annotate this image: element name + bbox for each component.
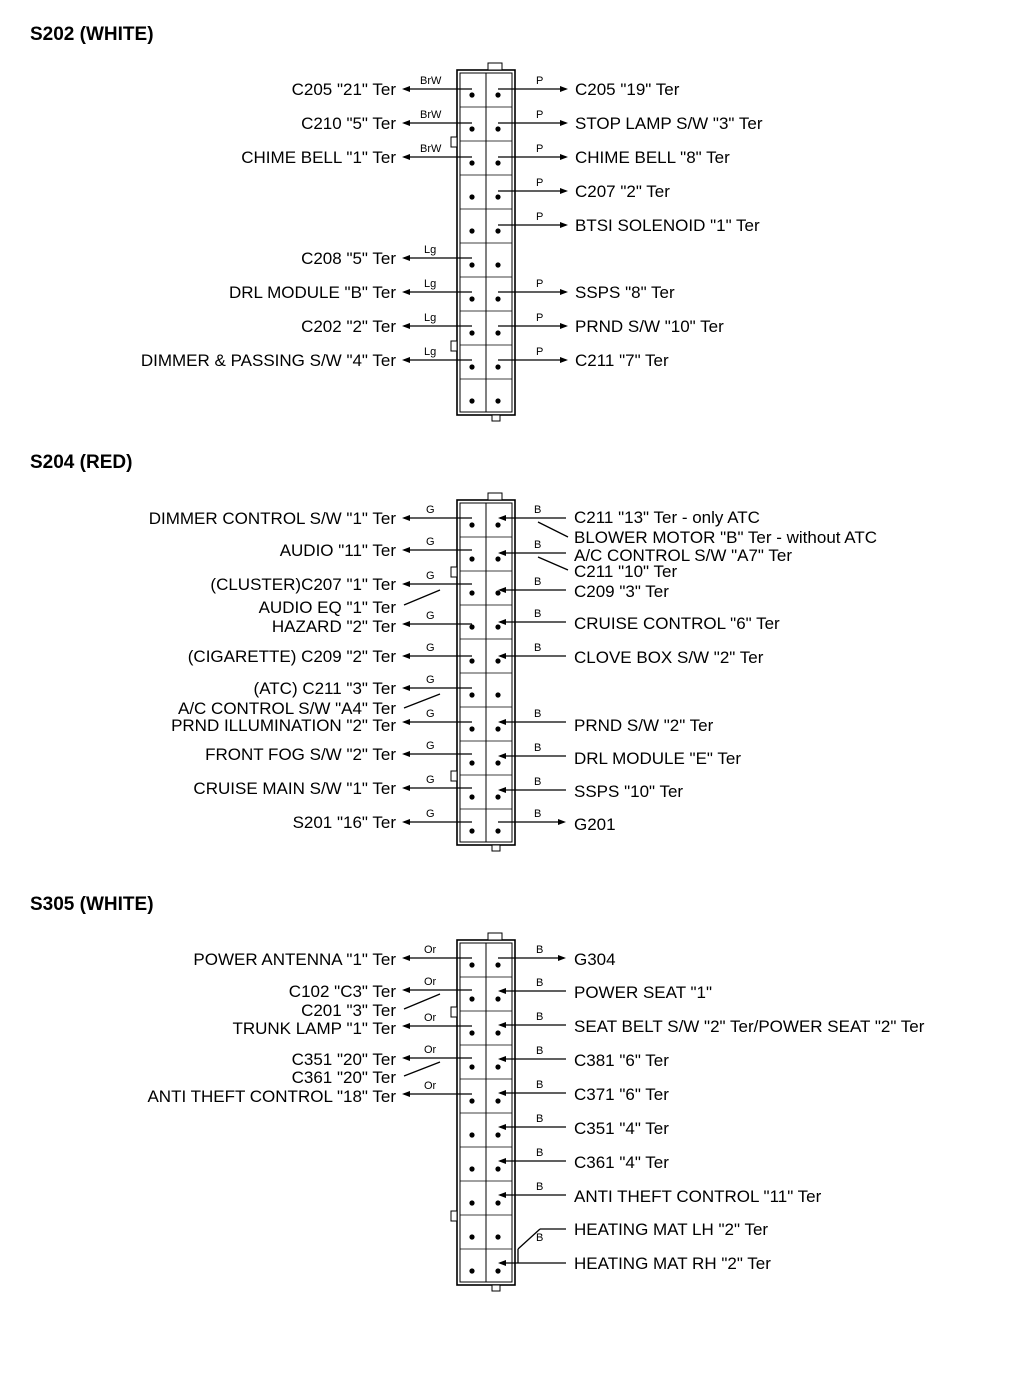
right-wire: [498, 642, 764, 667]
wire-color-code: Or: [424, 976, 437, 988]
wire-color-code: P: [536, 109, 544, 121]
wire-color-code: B: [536, 1113, 544, 1125]
wire-destination-label: G304: [574, 950, 616, 969]
connector-block: [451, 493, 515, 851]
right-wire: [498, 312, 724, 336]
right-wire: [498, 1147, 669, 1172]
wire-color-code: P: [536, 278, 544, 290]
wire-destination-label: C211 "7" Ter: [575, 351, 669, 370]
wire-destination-label: AUDIO EQ "1" Ter: [258, 598, 396, 617]
wire-destination-label: C202 "2" Ter: [301, 317, 396, 336]
right-wire: [498, 1079, 669, 1104]
left-wire: [241, 143, 472, 167]
wire-destination-label: (CIGARETTE) C209 "2" Ter: [187, 647, 396, 666]
right-wire: [498, 776, 683, 801]
right-wire: [498, 708, 714, 735]
wire-color-code: BrW: [420, 75, 442, 87]
right-wire: [498, 109, 763, 133]
connector-title: S204 (RED): [30, 452, 133, 473]
wire-destination-label: SEAT BELT S/W "2" Ter/POWER SEAT "2" Ter: [574, 1017, 925, 1036]
right-wire: [498, 1113, 669, 1138]
left-wire: [292, 1044, 472, 1087]
wire-destination-label: S201 "16" Ter: [292, 813, 396, 832]
right-wire: [498, 177, 670, 201]
wire-destination-label: DIMMER & PASSING S/W "4" Ter: [140, 351, 396, 370]
wire-color-code: B: [536, 944, 544, 956]
wire-destination-label: BTSI SOLENOID "1" Ter: [575, 216, 760, 235]
right-wire: [498, 75, 680, 99]
wire-color-code: G: [426, 708, 435, 720]
wire-color-code: B: [534, 504, 542, 516]
wire-color-code: Or: [424, 944, 437, 956]
wire-destination-label: C205 "21" Ter: [291, 80, 396, 99]
wire-color-code: G: [426, 536, 435, 548]
wire-destination-label: POWER SEAT "1": [574, 983, 713, 1002]
wire-destination-label: CRUISE MAIN S/W "1" Ter: [193, 779, 396, 798]
wire-color-code: Lg: [424, 312, 437, 324]
wire-color-code: B: [536, 1045, 544, 1057]
wire-color-code: B: [534, 576, 542, 588]
wire-destination-label: C361 "4" Ter: [574, 1153, 669, 1172]
wire-destination-label: HAZARD "2" Ter: [271, 617, 396, 636]
connector-s204: [30, 452, 877, 851]
connector-title: S202 (WHITE): [30, 24, 154, 45]
wire-color-code: B: [534, 808, 542, 820]
wire-color-code: G: [426, 610, 435, 622]
wire-color-code: B: [536, 1147, 544, 1159]
wire-destination-label: C361 "20" Ter: [291, 1068, 396, 1087]
wire-destination-label: ANTI THEFT CONTROL "18" Ter: [147, 1087, 396, 1106]
wire-destination-label: (CLUSTER)C207 "1" Ter: [210, 575, 396, 594]
wire-color-code: P: [536, 143, 544, 155]
wire-color-code: P: [536, 75, 544, 87]
wire-destination-label: SSPS "10" Ter: [574, 782, 684, 801]
wire-destination-label: STOP LAMP S/W "3" Ter: [575, 114, 763, 133]
wire-color-code: Or: [424, 1012, 437, 1024]
wire-destination-label: ANTI THEFT CONTROL "11" Ter: [574, 1187, 822, 1206]
wire-destination-label: POWER ANTENNA "1" Ter: [193, 950, 396, 969]
wire-color-code: B: [536, 977, 544, 989]
left-wire: [293, 808, 472, 832]
wire-destination-label: C211 "13" Ter - only ATC: [574, 508, 760, 527]
right-wire: [498, 346, 669, 370]
left-wire: [289, 976, 472, 1020]
wire-destination-label: A/C CONTROL S/W "A7" Ter: [574, 546, 792, 565]
wire-destination-label: G201: [574, 815, 616, 834]
wire-color-code: B: [534, 539, 542, 551]
left-wire: [292, 75, 472, 99]
left-wire: [188, 642, 472, 666]
wire-destination-label: C207 "2" Ter: [575, 182, 670, 201]
wire-color-code: B: [534, 742, 542, 754]
wire-color-code: B: [536, 1011, 544, 1023]
wire-destination-label: (ATC) C211 "3" Ter: [253, 679, 396, 698]
wire-destination-label: CHIME BELL "1" Ter: [241, 148, 396, 167]
left-wire: [149, 504, 472, 528]
wire-color-code: Lg: [424, 346, 437, 358]
right-wire: [498, 211, 760, 235]
wire-destination-label: C351 "4" Ter: [574, 1119, 669, 1138]
wire-color-code: G: [426, 504, 435, 516]
connector-s305: [30, 894, 925, 1291]
wire-destination-label: C205 "19" Ter: [575, 80, 680, 99]
wire-color-code: Or: [424, 1080, 437, 1092]
wire-destination-label: PRND ILLUMINATION "2" Ter: [171, 716, 396, 735]
wire-destination-label: PRND S/W "10" Ter: [575, 317, 724, 336]
wire-destination-label: DIMMER CONTROL S/W "1" Ter: [148, 509, 396, 528]
wire-color-code: G: [426, 674, 435, 686]
wire-destination-label: C381 "6" Ter: [574, 1051, 669, 1070]
left-wire: [280, 536, 472, 560]
wire-destination-label: C371 "6" Ter: [574, 1085, 669, 1104]
right-wire: [498, 977, 712, 1002]
connector-s202: [30, 24, 763, 421]
wire-color-code: Lg: [424, 244, 437, 256]
wire-color-code: Or: [424, 1044, 437, 1056]
wire-destination-label: C210 "5" Ter: [301, 114, 396, 133]
wire-color-code: B: [536, 1079, 544, 1091]
right-wire: [498, 504, 877, 547]
left-wire: [205, 740, 472, 764]
wire-color-code: P: [536, 346, 544, 358]
right-wire: [498, 608, 780, 633]
wire-color-code: B: [536, 1181, 544, 1193]
wire-destination-label: C208 "5" Ter: [301, 249, 396, 268]
left-wire: [301, 244, 472, 268]
wire-color-code: G: [426, 774, 435, 786]
right-wire: [498, 1011, 925, 1036]
connector-block: [451, 63, 515, 421]
wire-color-code: B: [534, 642, 542, 654]
wire-color-code: G: [426, 740, 435, 752]
wire-color-code: G: [426, 570, 435, 582]
wire-destination-label: DRL MODULE "B" Ter: [229, 283, 396, 302]
wire-color-code: B: [534, 776, 542, 788]
wire-destination-label: CRUISE CONTROL "6" Ter: [574, 614, 780, 633]
wire-destination-label: C102 "C3" Ter: [288, 982, 396, 1001]
wire-color-code: P: [536, 211, 544, 223]
wire-destination-label: HEATING MAT LH "2" Ter: [574, 1220, 769, 1239]
wire-destination-label: C351 "20" Ter: [291, 1050, 396, 1069]
wire-destination-label: SSPS "8" Ter: [575, 283, 675, 302]
wire-destination-label: CLOVE BOX S/W "2" Ter: [574, 648, 764, 667]
wire-destination-label: TRUNK LAMP "1" Ter: [232, 1019, 396, 1038]
right-wire: [498, 143, 730, 167]
wire-color-code: P: [536, 177, 544, 189]
right-wire: [498, 278, 675, 302]
wire-destination-label: BLOWER MOTOR "B" Ter - without ATC: [574, 528, 878, 547]
wire-color-code: B: [536, 1232, 544, 1244]
wire-destination-label: HEATING MAT RH "2" Ter: [574, 1254, 771, 1273]
wire-color-code: G: [426, 642, 435, 654]
wire-destination-label: C211 "10" Ter: [574, 562, 678, 581]
wire-color-code: B: [534, 708, 542, 720]
connector-title: S305 (WHITE): [30, 894, 154, 915]
wire-destination-label: FRONT FOG S/W "2" Ter: [205, 745, 396, 764]
wire-destination-label: PRND S/W "2" Ter: [574, 716, 714, 735]
connector-block: [451, 933, 515, 1291]
wire-color-code: BrW: [420, 143, 442, 155]
wire-destination-label: DRL MODULE "E" Ter: [574, 749, 741, 768]
left-wire: [193, 944, 472, 969]
wire-destination-label: AUDIO "11" Ter: [279, 541, 396, 560]
left-wire: [141, 346, 472, 370]
right-wire: [498, 742, 741, 768]
wire-color-code: P: [536, 312, 544, 324]
right-wire: [498, 1181, 822, 1206]
wire-destination-label: C201 "3" Ter: [301, 1001, 396, 1020]
left-wire: [301, 312, 472, 336]
wire-destination-label: CHIME BELL "8" Ter: [575, 148, 730, 167]
left-wire: [301, 109, 472, 133]
left-wire: [193, 774, 472, 798]
wire-color-code: BrW: [420, 109, 442, 121]
wire-destination-label: C209 "3" Ter: [574, 582, 669, 601]
right-wire: [498, 1220, 771, 1273]
left-wire: [229, 278, 472, 302]
right-wire: [498, 1045, 669, 1070]
wire-color-code: B: [534, 608, 542, 620]
wire-color-code: Lg: [424, 278, 437, 290]
right-wire: [498, 539, 792, 581]
wire-destination-label: A/C CONTROL S/W "A4" Ter: [178, 699, 396, 718]
wire-color-code: G: [426, 808, 435, 820]
